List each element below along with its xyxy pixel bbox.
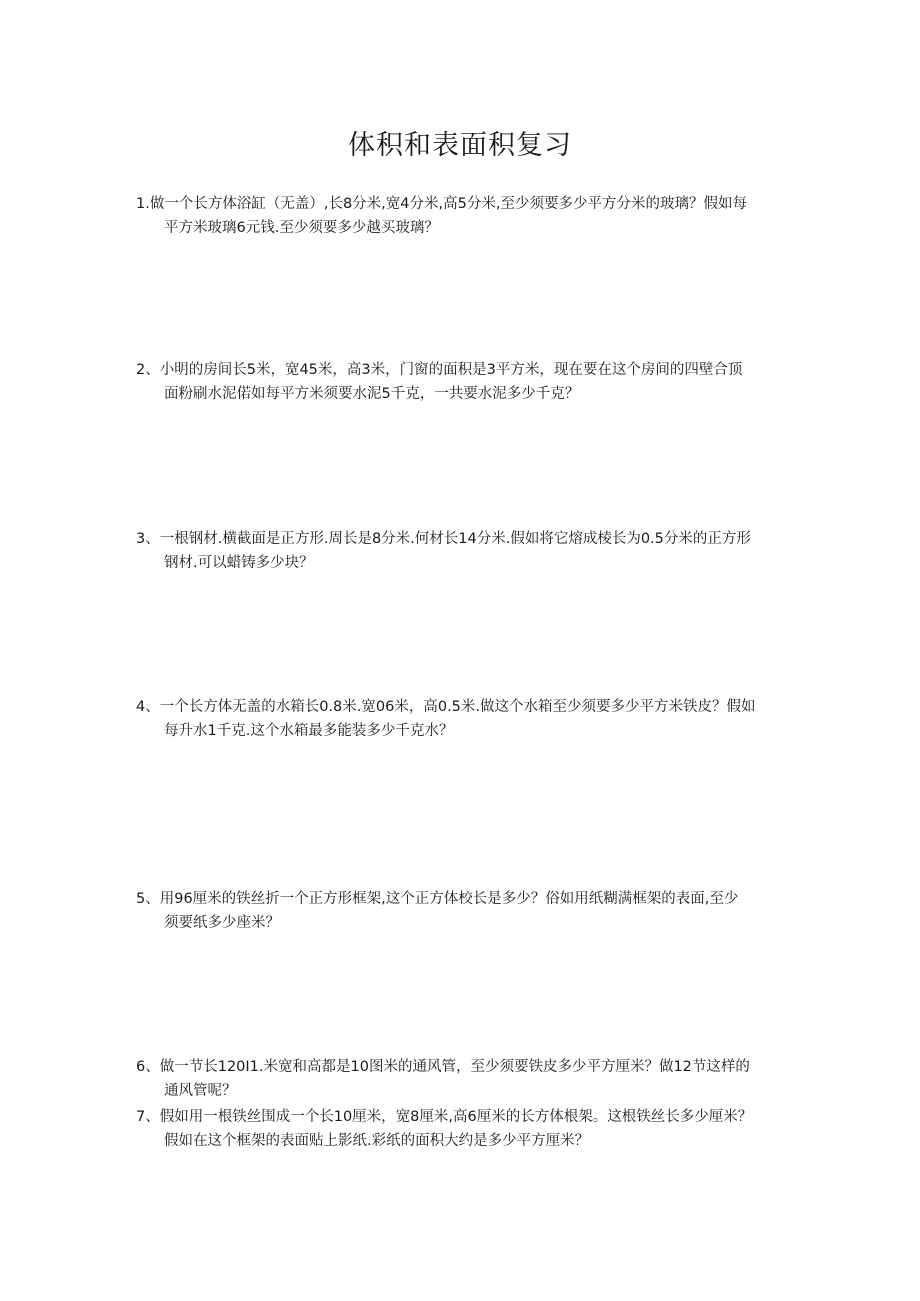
problem-6-line-2: 通风管呢？	[164, 1083, 237, 1099]
problem-4	[136, 695, 796, 743]
problem-2-line-1: 2、小明的房间长5米，宽45米，高3米，门窗的面积是3平方米，现在要在这个房间的四壁合顶	[136, 362, 743, 378]
problem-2	[136, 358, 796, 406]
problem-6	[136, 1055, 796, 1103]
problem-3-line-1: 3、一根钢材.横截面是正方形.周长是8分米.何材长14分米.假如将它熔成棱长为0.5分米的正方形	[136, 531, 751, 547]
problem-5-line-1: 5、用96厘米的铁丝折一个正方形框架,这个正方体校长是多少？俗如用纸糊满框架的表面,至少	[136, 891, 739, 907]
problem-7	[136, 1105, 796, 1153]
problem-1-line-1: 1.做一个长方体浴缸（无盖）,长8分米,宽4分米,高5分米,至少须要多少平方分米的玻璃？假如每	[136, 196, 747, 212]
problem-6-line-1: 6、做一节长120I1.米宽和高都是10图米的通风管，至少须要铁皮多少平方厘米？做12节这样的	[136, 1059, 750, 1075]
problem-4-line-1: 4、一个长方体无盖的水箱长0.8米.宽06米，高0.5米.做这个水箱至少须要多少平方米铁皮？假如	[136, 699, 756, 715]
problem-7-line-2: 假如在这个框架的表面贴上影纸.彩纸的面积大约是多少平方厘米？	[164, 1133, 590, 1149]
problem-5-line-2: 须要纸多少座米？	[164, 915, 280, 931]
problem-1-line-2: 平方米玻璃6元钱.至少须要多少越买玻璃？	[164, 220, 439, 236]
problem-3-line-2: 钢材.可以蜡铸多少块？	[164, 555, 314, 571]
problem-5	[136, 887, 796, 935]
problem-7-line-1: 7、假如用一根铁丝围成一个长10厘米，宽8厘米,高6厘米的长方体根架。这根铁丝长多少厘米？	[136, 1109, 753, 1125]
problem-1	[136, 192, 796, 240]
problem-3	[136, 527, 796, 575]
problem-2-line-2: 面粉刷水泥偌如每平方米须要水泥5千克，一共要水泥多少千克？	[164, 386, 580, 402]
page-title: 体积和表面积复习	[348, 130, 572, 161]
problem-4-line-2: 每升水1千克.这个水箱最多能装多少千克水？	[164, 723, 454, 739]
